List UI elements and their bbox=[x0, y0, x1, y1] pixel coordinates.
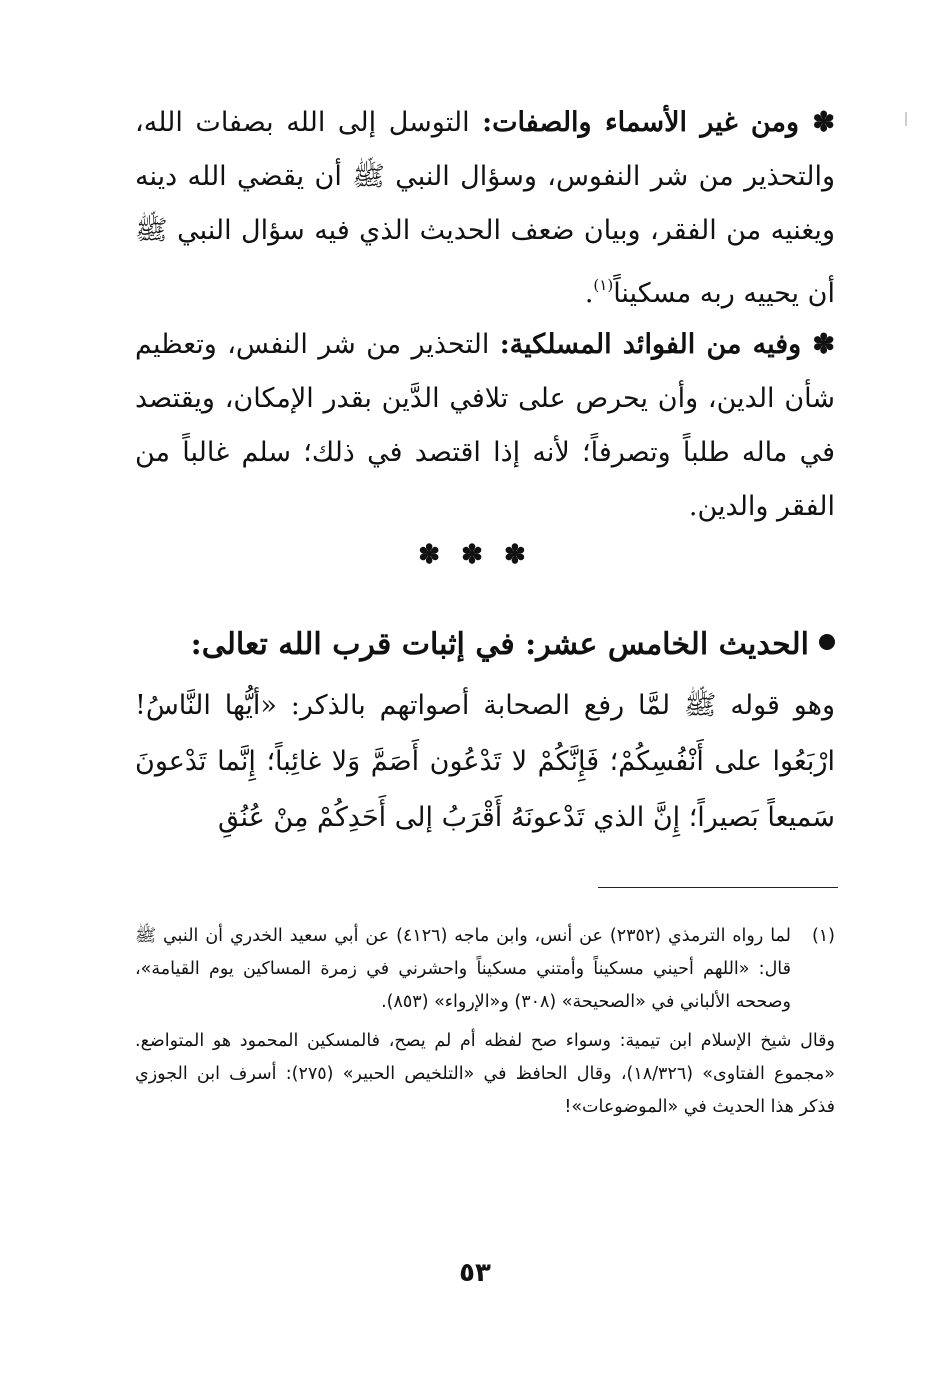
paragraph-behavioral-benefits bbox=[135, 318, 835, 534]
page-number: ٥٣ bbox=[459, 1258, 491, 1288]
footnote-divider bbox=[598, 887, 838, 888]
footnote-item bbox=[135, 920, 835, 1019]
footnote-continuation bbox=[135, 1025, 835, 1124]
hadith-paragraph bbox=[135, 678, 835, 846]
paragraph-lead: ✽ ومن غير الأسماء والصفات: bbox=[482, 107, 835, 138]
section-separator: ✽ ✽ ✽ bbox=[418, 540, 532, 570]
footnotes bbox=[135, 920, 835, 1124]
paragraph-body: التوسل إلى الله بصفات الله، والتحذير من شر النفوس، وسؤال النبي ﷺ أن يقضي الله دينه ويغنيه من الفقر، وبيان ضعف الحديث الذي فيه سؤال النبي ﷺ أن يحييه ربه مسكيناً bbox=[135, 107, 835, 309]
section-heading-text: الحديث الخامس عشر: في إثبات قرب الله تعالى: bbox=[190, 627, 809, 662]
footnote-number: (١) bbox=[811, 926, 835, 946]
margin-mark bbox=[905, 112, 907, 126]
paragraph-end: . bbox=[584, 278, 594, 309]
footnote-reference[interactable]: (١) bbox=[593, 276, 614, 294]
bullet-icon bbox=[819, 634, 835, 650]
footnote-text: لما رواه الترمذي (٢٣٥٢) عن أنس، وابن ماجه (٤١٢٦) عن أبي سعيد الخدري أن النبي ﷺ قال: «اللهم أحيني مسكيناً وأمتني مسكيناً واحشرني في زمرة المساكين يوم القيامة»، وصححه الألباني في «الصحيحة» (٣٠٨) و«الإرواء» (٨٥٣). bbox=[135, 926, 791, 1012]
paragraph-body: التحذير من شر النفس، وتعظيم شأن الدين، وأن يحرص على تلافي الدَّين بقدر الإمكان، ويقتصد في ماله طلباً وتصرفاً؛ لأنه إذا اقتصد في ذلك؛ سلم غالباً من الفقر والدين. bbox=[135, 329, 835, 522]
hadith-text: وهو قوله ﷺ لمَّا رفع الصحابة أصواتهم بالذكر: «أيُّها النَّاسُ! ارْبَعُوا على أَنْفُسِكُمْ؛ فَإِنَّكُمْ لا تَدْعُون أَصَمَّ وَلا غائِباً؛ إِنَّما تَدْعونَ سَميعاً بَصيراً؛ إِنَّ الذي تَدْعونَهُ أَقْرَبُ إلى أَحَدِكُمْ مِنْ عُنُقِ bbox=[135, 690, 835, 833]
paragraph-lead: ✽ وفيه من الفوائد المسلكية: bbox=[499, 329, 835, 360]
footnote-continuation-text: وقال شيخ الإسلام ابن تيمية: وسواء صح لفظه أم لم يصح، فالمسكين المحمود هو المتواضع. «مجموع الفتاوى» (١٨/٣٢٦)، وقال الحافظ في «التلخيص الحبير» (٢٧٥): أسرف ابن الجوزي فذكر هذا الحديث في «الموضوعات»! bbox=[135, 1031, 835, 1117]
paragraph-names-attributes bbox=[135, 96, 835, 321]
section-heading bbox=[135, 620, 835, 670]
